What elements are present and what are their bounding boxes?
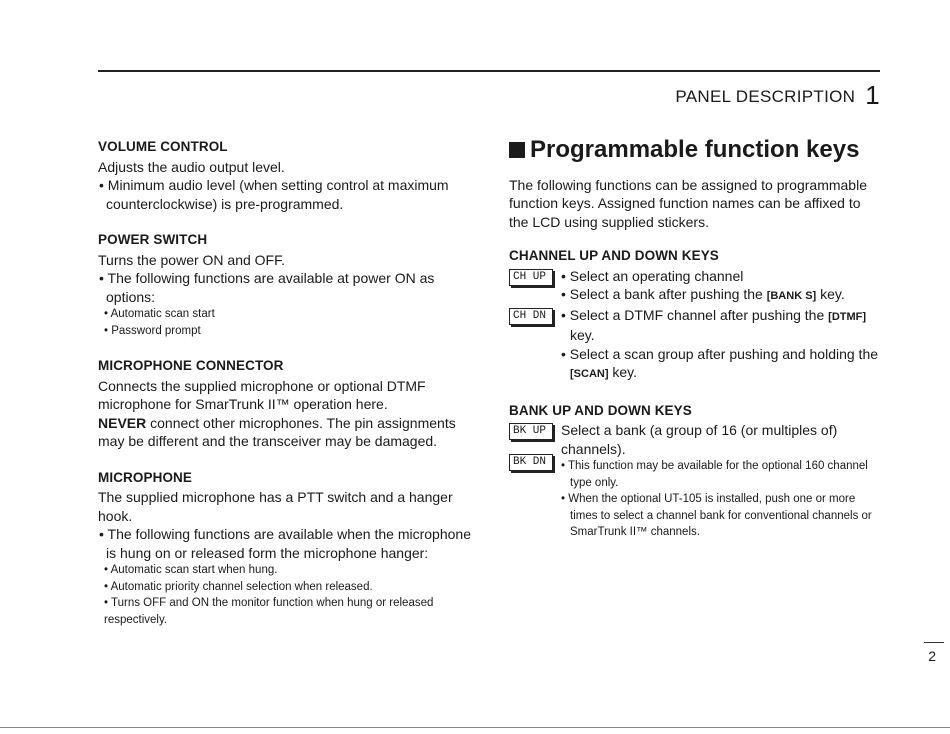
power-sub-item: • Automatic scan start [104, 308, 215, 320]
ch-up-key-icon: CH UP [509, 269, 553, 286]
volume-bullet: • Minimum audio level (when setting control at maximum counterclockwise) is pre-programmed. [99, 177, 449, 212]
channel-bullet-text: key. [608, 364, 638, 380]
channel-bullet-text: key. [816, 286, 845, 302]
page-number-rule [924, 642, 944, 643]
channel-keys-section [509, 247, 883, 384]
microphone-sub-item: • Turns OFF and ON the monitor function when hung or released respectively. [104, 597, 434, 626]
microphone-text: The supplied microphone has a PTT switch and a hanger hook. [98, 489, 453, 524]
bk-dn-key-icon: BK DN [509, 454, 553, 471]
page-header [675, 80, 880, 111]
mic-connector-text: Connects the supplied microphone or optional DTMF microphone for SmarTrunk II™ operation here. [98, 377, 426, 412]
ch-dn-key-icon: CH DN [509, 308, 553, 325]
square-bullet-icon [509, 142, 525, 158]
mic-connector-warning [98, 414, 473, 451]
page-number: 2 [928, 648, 936, 664]
right-column [509, 138, 883, 559]
bank-key-row [509, 421, 883, 541]
dtmf-key-label: [DTMF] [828, 310, 867, 323]
never-text: connect other microphones. The pin assignments may be different and the transceiver may be damaged. [98, 414, 456, 449]
bank-key-descriptions [561, 421, 883, 541]
power-heading: POWER SWITCH [98, 232, 208, 247]
bank-note: • When the optional UT-105 is installed, push one or more times to select a channel bank for conventional channels or SmarTrunk II™ channels. [561, 493, 872, 538]
power-section [98, 231, 473, 339]
microphone-heading: MICROPHONE [98, 469, 193, 485]
mic-connector-heading: MICROPHONE CONNECTOR [98, 358, 284, 373]
top-rule [98, 70, 880, 72]
channel-bullet [561, 306, 883, 345]
section-main-title [509, 136, 883, 163]
channel-key-labels [509, 267, 561, 384]
microphone-sub-item: • Automatic priority channel selection when released. [104, 580, 373, 593]
bank-note: • This function may be available for the optional 160 channel type only. [561, 460, 868, 489]
channel-bullet: • Select an operating channel [561, 267, 744, 284]
intro-text: The following functions can be assigned to programmable function keys. Assigned function names can be affixed to the LCD using supplied stickers. [509, 176, 867, 230]
channel-key-row [509, 267, 883, 384]
bottom-rule [0, 727, 950, 728]
microphone-bullet: • The following functions are available when the microphone is hung on or released form the microphone hanger: [99, 526, 471, 561]
channel-bullet [561, 345, 883, 384]
never-label: NEVER [98, 414, 147, 431]
chapter-number: 1 [865, 80, 880, 110]
mic-connector-section [98, 357, 473, 451]
main-title-text: Programmable function keys [530, 136, 860, 163]
volume-heading: VOLUME CONTROL [98, 139, 228, 154]
scan-key-label: [SCAN] [570, 368, 609, 380]
channel-bullet [561, 285, 883, 306]
volume-text: Adjusts the audio output level. [98, 158, 285, 175]
channel-key-descriptions [561, 267, 883, 384]
microphone-section [98, 469, 473, 629]
power-sub-item: • Password prompt [104, 324, 201, 337]
left-column [98, 138, 473, 646]
microphone-sub-item: • Automatic scan start when hung. [104, 564, 278, 576]
channel-bullet-text: • Select a scan group after pushing and holding the [561, 345, 879, 362]
section-title: PANEL DESCRIPTION [675, 87, 856, 106]
power-text: Turns the power ON and OFF. [98, 251, 285, 268]
channel-keys-heading: CHANNEL UP AND DOWN KEYS [509, 248, 719, 263]
bk-up-key-icon: BK UP [509, 423, 553, 440]
bank-keys-heading: BANK UP AND DOWN KEYS [509, 402, 692, 418]
channel-bullet-text: • Select a bank after pushing the [561, 286, 767, 302]
bank-keys-section [509, 402, 883, 541]
channel-bullet-text: key. [570, 327, 595, 343]
volume-section [98, 138, 473, 213]
bank-key-labels [509, 421, 561, 541]
bank-text: Select a bank (a group of 16 (or multiples of) channels). [561, 422, 838, 457]
channel-bullet-text: • Select a DTMF channel after pushing the [561, 306, 829, 323]
power-bullet: • The following functions are available at power ON as options: [99, 270, 435, 305]
bank-s-key-label: [BANK S] [766, 290, 817, 302]
